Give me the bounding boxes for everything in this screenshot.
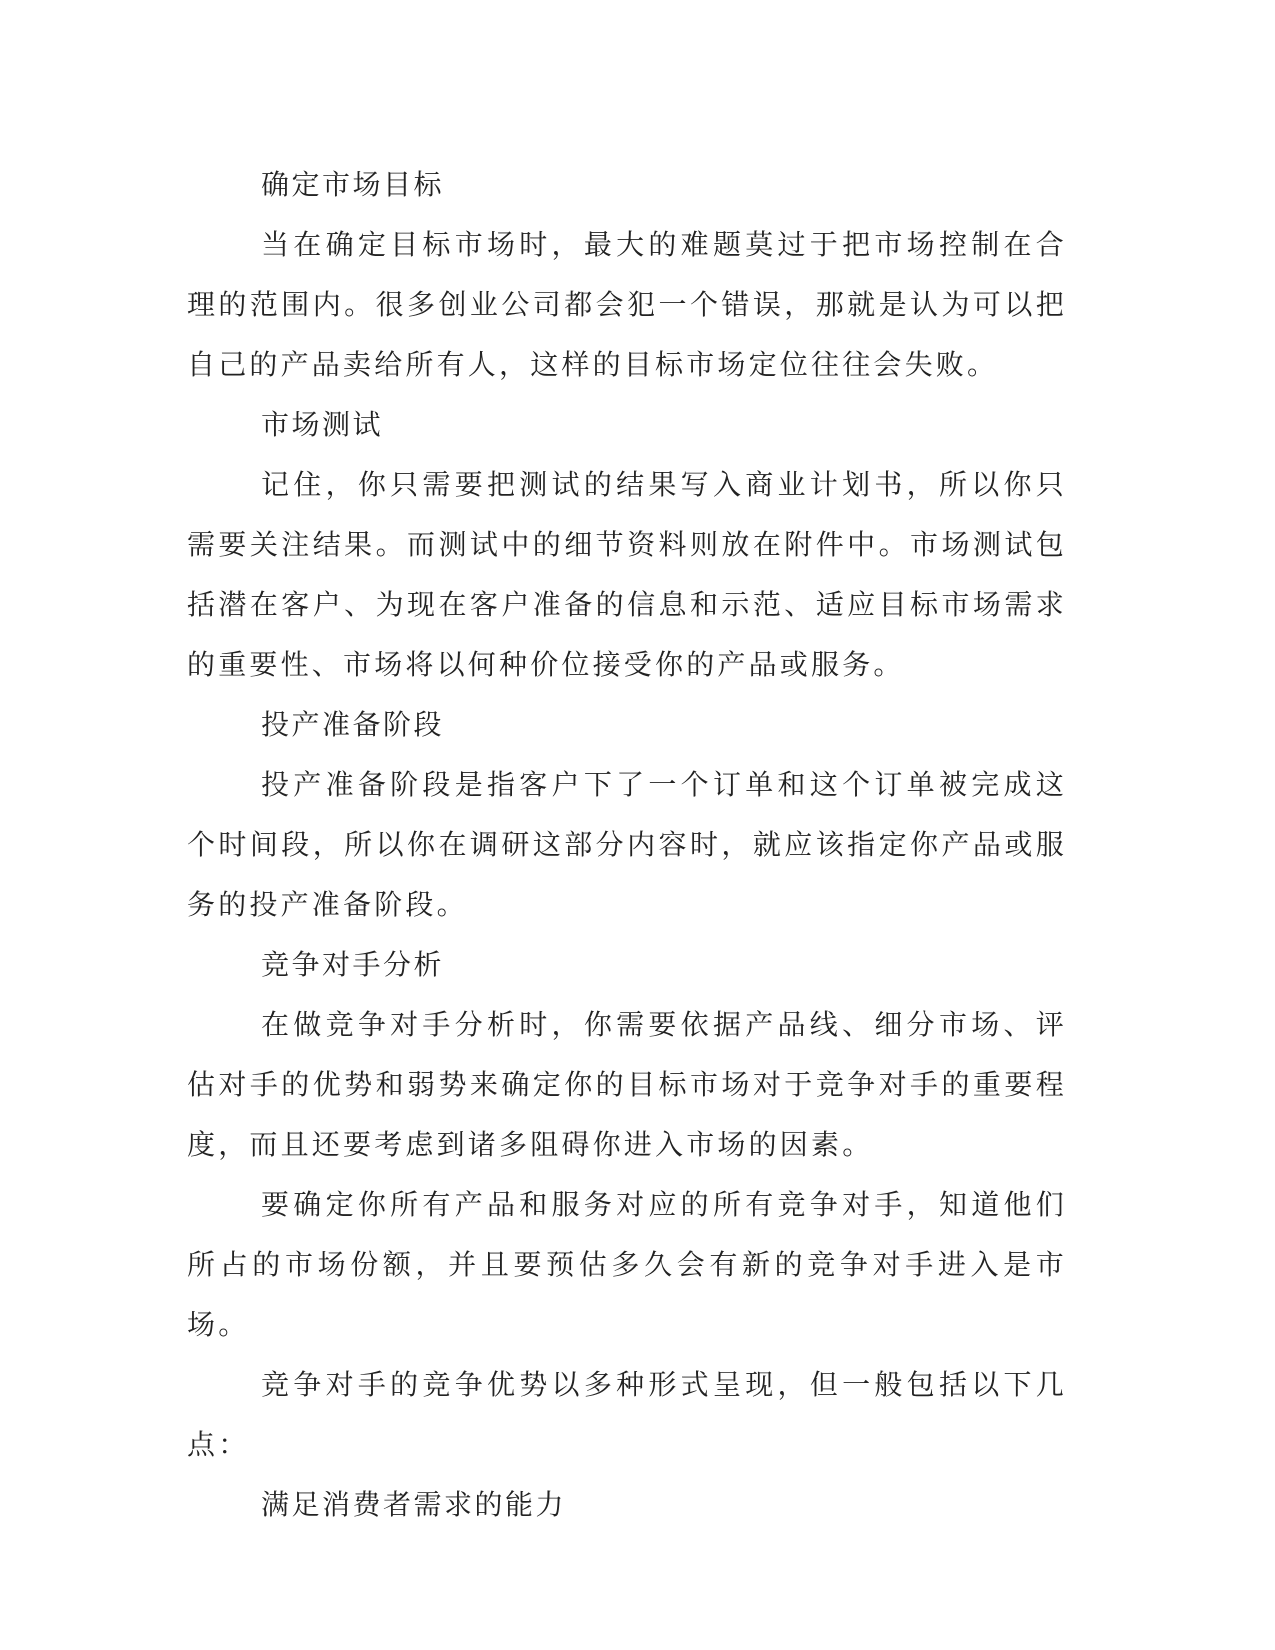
section-heading-production-prep: 投产准备阶段 [261, 708, 445, 741]
section-heading-competitor-analysis: 竞争对手分析 [261, 948, 445, 981]
section-heading-market-target: 确定市场目标 [261, 168, 445, 201]
paragraph-production-prep: 投产准备阶段是指客户下了一个订单和这个订单被完成这个时间段，所以你在调研这部分内容时，就应该指定你产品或服务的投产准备阶段。 [187, 768, 1067, 921]
section-heading-consumer-needs: 满足消费者需求的能力 [261, 1488, 567, 1521]
section-heading-market-test: 市场测试 [261, 408, 384, 441]
paragraph-market-test: 记住，你只需要把测试的结果写入商业计划书，所以你只需要关注结果。而测试中的细节资料则放在附件中。市场测试包括潜在客户、为现在客户准备的信息和示范、适应目标市场需求的重要性、市场将以何种价位接受你的产品或服务。 [187, 468, 1067, 681]
paragraph-competitor-share: 要确定你所有产品和服务对应的所有竞争对手，知道他们所占的市场份额，并且要预估多久会有新的竞争对手进入是市场。 [187, 1188, 1067, 1341]
paragraph-competitor-analysis: 在做竞争对手分析时，你需要依据产品线、细分市场、评估对手的优势和弱势来确定你的目标市场对于竞争对手的重要程度，而且还要考虑到诸多阻碍你进入市场的因素。 [187, 1008, 1067, 1161]
document-body [187, 155, 1067, 1535]
paragraph-competitor-advantages: 竞争对手的竞争优势以多种形式呈现，但一般包括以下几点： [187, 1368, 1067, 1461]
paragraph-market-target: 当在确定目标市场时，最大的难题莫过于把市场控制在合理的范围内。很多创业公司都会犯一个错误，那就是认为可以把自己的产品卖给所有人，这样的目标市场定位往往会失败。 [187, 228, 1067, 381]
